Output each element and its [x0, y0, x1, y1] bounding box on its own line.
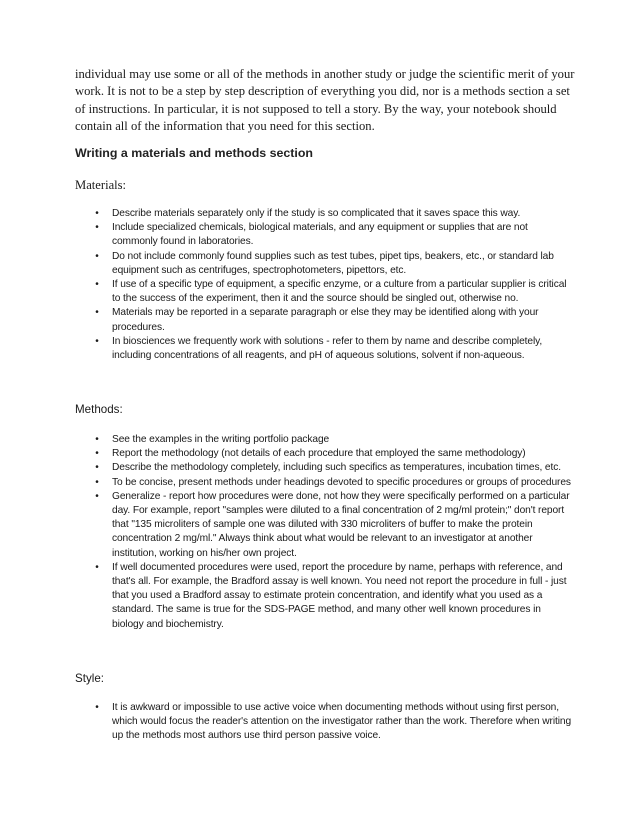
- bullet-icon: •: [95, 307, 99, 319]
- list-item: • In biosciences we frequently work with solutions - refer to them by name and describe completely, including concentrations of all reagents, and pH of aqueous solutions, solvent if non-aqueous.: [75, 335, 575, 363]
- bullet-icon: •: [95, 462, 99, 474]
- section-heading: Writing a materials and methods section: [75, 146, 313, 160]
- methods-label: Methods:: [75, 403, 123, 416]
- list-item: • Generalize - report how procedures were done, not how they were specifically performed on a particular day. For example, report "samples were diluted to a final concentration of 2 mg/ml protein;" don't report that "135 microliters of sample one was diluted with 330 microliters of buffer to make the protein concentration 2 mg/ml." Always think about what would be relevant to an investigator at another institution, working on his/her own project.: [75, 490, 575, 561]
- list-item: • Materials may be reported in a separate paragraph or else they may be identified along with your procedures.: [75, 306, 575, 334]
- list-item: • It is awkward or impossible to use active voice when documenting methods without using first person, which would focus the reader's attention on the investigator rather than the work. Therefore when writing up the methods most authors use third person passive voice.: [75, 701, 575, 744]
- bullet-icon: •: [95, 250, 99, 262]
- bullet-icon: •: [95, 448, 99, 460]
- list-item: • Include specialized chemicals, biological materials, and any equipment or supplies that are not commonly found in laboratories.: [75, 221, 575, 249]
- list-item: • Describe materials separately only if the study is so complicated that it saves space this way.: [75, 207, 575, 221]
- list-item: • Describe the methodology completely, including such specifics as temperatures, incubation times, etc.: [75, 461, 575, 475]
- list-item: • To be concise, present methods under headings devoted to specific procedures or groups of procedures: [75, 476, 575, 490]
- list-item: • See the examples in the writing portfolio package: [75, 433, 575, 447]
- list-item: • Report the methodology (not details of each procedure that employed the same methodology): [75, 447, 575, 461]
- bullet-icon: •: [95, 279, 99, 291]
- bullet-icon: •: [95, 335, 99, 347]
- methods-list: [75, 433, 575, 632]
- style-label: Style:: [75, 672, 104, 685]
- list-item: • If well documented procedures were used, report the procedure by name, perhaps with reference, and that's all. For example, the Bradford assay is well known. You need not report the procedure in full - just that you used a Bradford assay to estimate protein concentration, and identify what you used as a standard. The same is true for the SDS-PAGE method, and many other well known procedures in biology and biochemistry.: [75, 561, 575, 632]
- bullet-icon: •: [95, 561, 99, 573]
- bullet-icon: •: [95, 434, 99, 445]
- bullet-icon: •: [95, 476, 99, 488]
- materials-list: [75, 207, 575, 363]
- style-list: [75, 701, 575, 744]
- bullet-icon: •: [95, 490, 99, 502]
- bullet-icon: •: [95, 208, 99, 219]
- materials-label: Materials:: [75, 178, 127, 192]
- intro-paragraph: individual may use some or all of the methods in another study or judge the scientific merit of your work. It is not to be a step by step description of everything you did, nor is a methods section a set of instructions. In particular, it is not supposed to tell a story. By the way, your notebook should contain all of the information that you need for this section.: [75, 67, 575, 133]
- bullet-icon: •: [95, 222, 99, 234]
- list-item: • If use of a specific type of equipment, a specific enzyme, or a culture from a particular supplier is critical to the success of the experiment, then it and the source should be singled out, otherwise no.: [75, 278, 575, 306]
- list-item: • Do not include commonly found supplies such as test tubes, pipet tips, beakers, etc., or standard lab equipment such as centrifuges, spectrophotometers, pipettors, etc.: [75, 250, 575, 278]
- bullet-icon: •: [95, 702, 99, 713]
